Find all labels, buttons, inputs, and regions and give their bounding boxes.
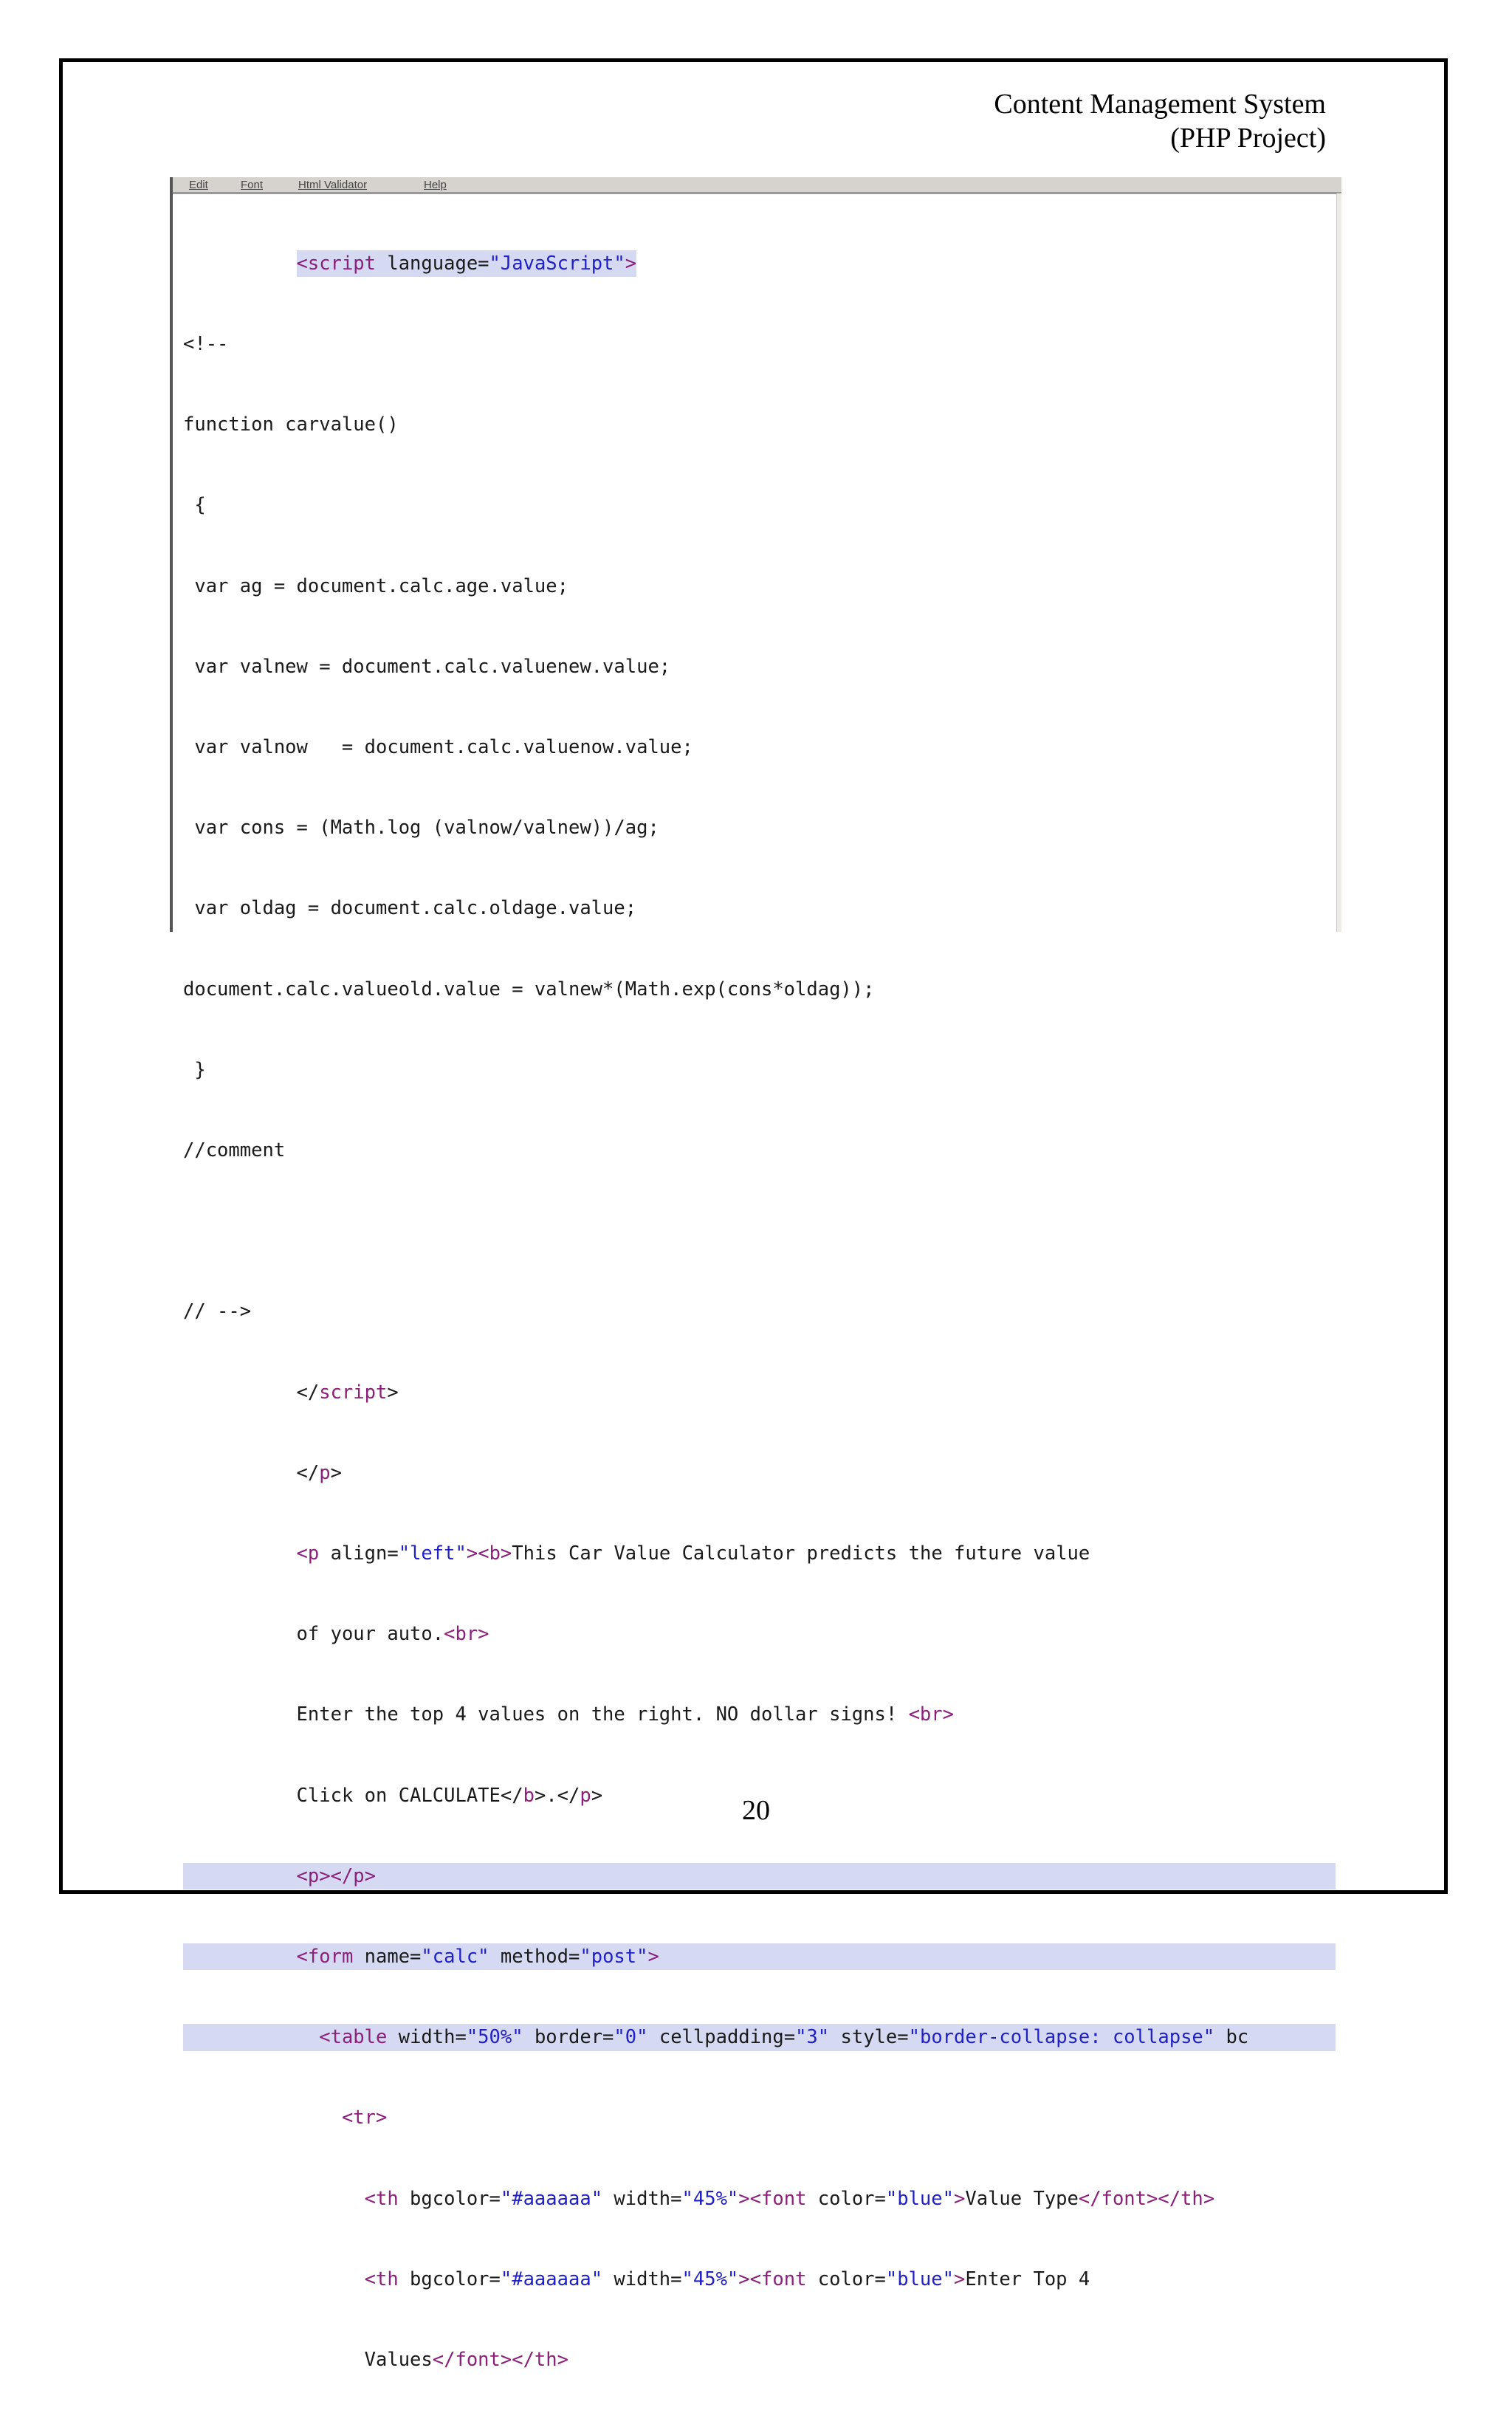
code-line: var valnew = document.calc.valuenew.value; (183, 655, 671, 678)
code-line: </p> (296, 1461, 342, 1484)
editor-menubar (173, 177, 1341, 194)
code-line: <p></p> (183, 1863, 1336, 1889)
code-line: // --> (183, 1300, 252, 1323)
code-line: } (183, 1058, 206, 1081)
code-line: <script language="JavaScript"> (183, 250, 1336, 277)
code-line: </script> (296, 1381, 399, 1404)
code-line: document.calc.valueold.value = valnew*(Math.exp(cons*oldag)); (183, 978, 875, 1000)
code-line: <p align="left"><b>This Car Value Calculator predicts the future value (296, 1542, 1090, 1565)
menu-html-validator[interactable]: Html Validator (298, 179, 368, 191)
header-subtitle: (PHP Project) (1170, 123, 1326, 154)
editor-scrollbar[interactable] (1336, 193, 1341, 932)
running-header (994, 87, 1326, 155)
code-line: //comment (183, 1139, 286, 1162)
code-line: var valnow = document.calc.valuenow.value; (183, 736, 693, 759)
code-line: { (183, 494, 206, 517)
code-line: <th bgcolor="#aaaaaa" width="45%"><font color="blue">Value Type</font></th> (364, 2187, 1215, 2210)
header-title: Content Management System (994, 89, 1326, 120)
code-line: Click on CALCULATE</b>.</p> (296, 1784, 603, 1807)
code-line: Values</font></th> (364, 2349, 568, 2372)
code-line: <!-- (183, 333, 229, 356)
code-line: var oldag = document.calc.oldage.value; (183, 897, 637, 920)
code-line: Enter the top 4 values on the right. NO dollar signs! <br> (296, 1703, 954, 1726)
code-line: <table width="50%" border="0" cellpadding="3" style="border-collapse: collapse" bc (183, 2024, 1336, 2050)
code-block (183, 196, 1336, 2427)
code-line: <tr> (341, 2107, 388, 2129)
menu-edit[interactable]: Edit (189, 179, 208, 191)
code-line (183, 1218, 1336, 1244)
code-line: var cons = (Math.log (valnow/valnew))/ag; (183, 817, 659, 840)
page-number: 20 (742, 1795, 770, 1826)
code-line: <th bgcolor="#aaaaaa" width="45%"><font color="blue">Enter Top 4 (364, 2268, 1090, 2290)
code-line: of your auto.<br> (296, 1623, 489, 1646)
menu-font[interactable]: Font (241, 179, 264, 191)
code-line: function carvalue() (183, 413, 399, 436)
menu-help[interactable]: Help (424, 179, 447, 191)
code-line: var ag = document.calc.age.value; (183, 574, 568, 597)
code-line: <form name="calc" method="post"> (183, 1943, 1336, 1970)
